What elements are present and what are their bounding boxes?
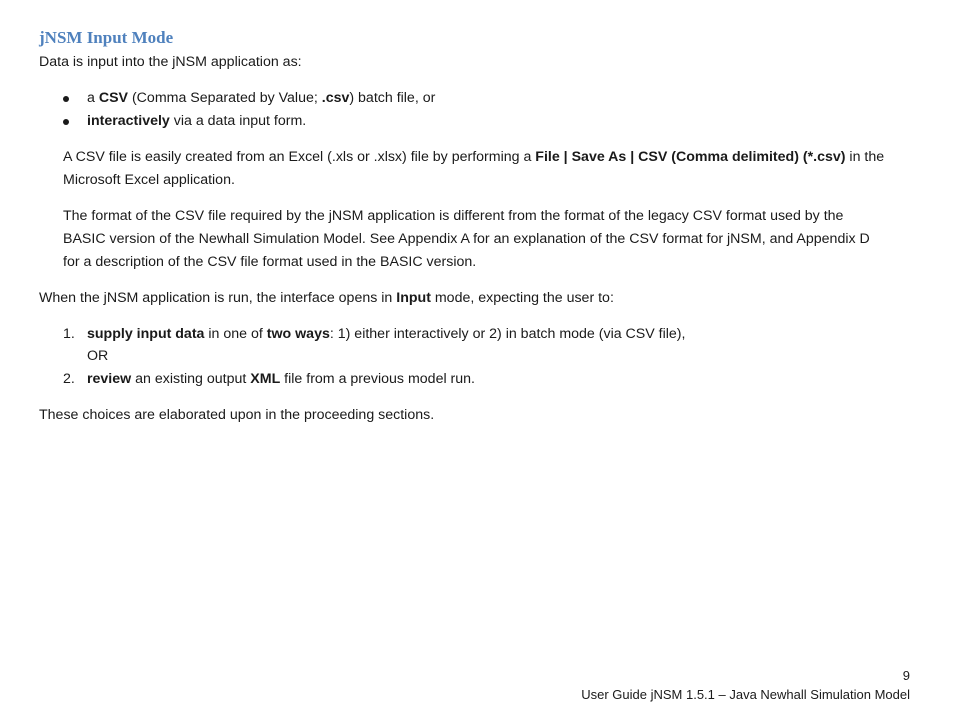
list-number: 2. [63,371,75,387]
paragraph-line: When the jNSM application is run, the interface opens in Input mode, expecting the user to: [39,290,614,306]
paragraph-line: Microsoft Excel application. [63,172,235,188]
paragraph-line: A CSV file is easily created from an Excel (.xls or .xlsx) file by performing a File | Save As | CSV (Comma delimited) (*.csv) in the [63,149,885,165]
list-item-continuation: OR [87,348,109,364]
intro-text: Data is input into the jNSM application as: [39,54,302,70]
bullet-icon [63,119,69,125]
bullet-icon [63,96,69,102]
bullet-item: interactively via a data input form. [87,113,307,129]
section-heading: jNSM Input Mode [39,28,174,47]
paragraph-line: for a description of the CSV file format used in the BASIC version. [63,254,477,270]
closing-text: These choices are elaborated upon in the proceeding sections. [39,407,435,423]
page-number: 9 [902,668,910,683]
list-item: supply input data in one of two ways: 1) either interactively or 2) in batch mode (via CSV file), [87,326,686,342]
paragraph-line: BASIC version of the Newhall Simulation Model. See Appendix A for an explanation of the CSV format for jNSM, and Appendix D [63,231,870,247]
footer-title: User Guide jNSM 1.5.1 – Java Newhall Simulation Model [581,687,910,702]
list-number: 1. [63,326,75,342]
bullet-item: a CSV (Comma Separated by Value; .csv) batch file, or [87,90,436,106]
list-item: review an existing output XML file from a previous model run. [87,371,476,387]
paragraph-line: The format of the CSV file required by the jNSM application is different from the format of the legacy CSV format used by the [63,208,844,224]
